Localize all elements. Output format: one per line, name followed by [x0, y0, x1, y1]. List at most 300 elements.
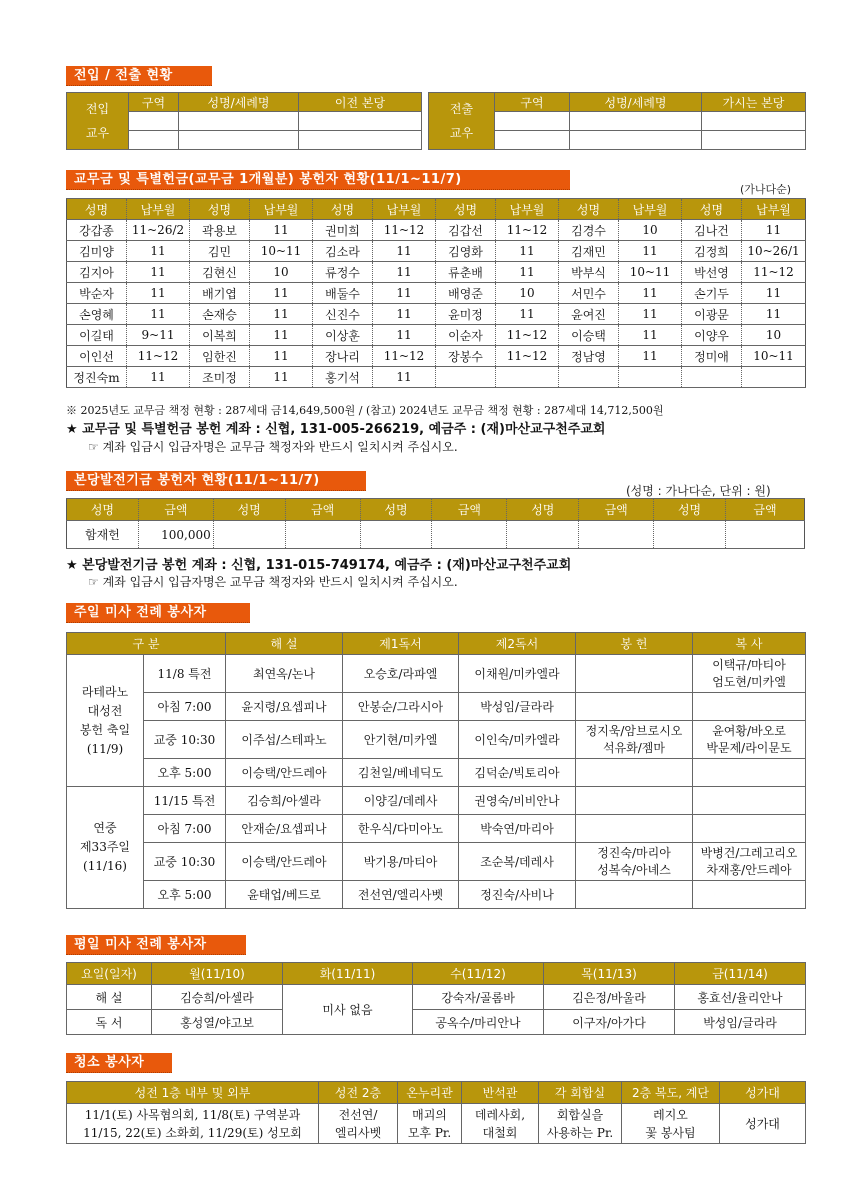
- donor-name: 서민수: [559, 283, 619, 304]
- cleaning-line: 11/1(토) 사목협의회, 11/8(토) 구역분과: [84, 1107, 301, 1122]
- table-cell: [495, 131, 570, 150]
- col-header: 구역: [495, 93, 570, 112]
- donor-name: 홍기석: [313, 367, 373, 388]
- donor-name: 장봉수: [436, 346, 496, 367]
- cleaning-cell-onnuri-hall: [398, 1104, 462, 1144]
- mass-group-label-line: 연중: [93, 821, 117, 835]
- donor-name: 이길태: [67, 325, 127, 346]
- col-header: 목(11/13): [544, 963, 675, 985]
- altar-servers: [693, 721, 806, 759]
- donor-name: 김나건: [682, 220, 742, 241]
- transfer-in-label-line2: 교우: [85, 126, 110, 140]
- payment-months: 10: [250, 262, 313, 283]
- weekday-mass-section-title: 평일 미사 전례 봉사자: [66, 935, 246, 955]
- altar-servers: [693, 881, 806, 909]
- cleaning-line: 엘리사벳: [334, 1125, 382, 1140]
- table-cell: [299, 112, 422, 131]
- table-cell: [360, 521, 432, 549]
- donor-name: 이복희: [190, 325, 250, 346]
- table-cell: 홍효선/율리안나: [675, 985, 806, 1010]
- col-header: 금(11/14): [675, 963, 806, 985]
- dues-sort-note: (가나다순): [740, 183, 792, 196]
- col-header: 납부월: [742, 199, 806, 220]
- col-header: 수(11/12): [413, 963, 544, 985]
- table-cell: [179, 112, 299, 131]
- table-row: [67, 346, 806, 367]
- server-name: 석유화/젬마: [602, 740, 665, 755]
- table-cell: 공옥수/마리안나: [413, 1010, 544, 1035]
- payment-months: 11~12: [127, 346, 190, 367]
- dues-account-info: ★ 교무금 및 특별헌금 봉헌 계좌 : 신협, 131-005-266219, 예금주 : (재)마산교구천주교회: [66, 422, 606, 437]
- dues-section-title: 교무금 및 특별헌금(교무금 1개월분) 봉헌자 현황(11/1~11/7): [66, 170, 570, 190]
- dues-account-note: ☞ 계좌 입금시 입금자명은 교무금 책정자와 반드시 일치시켜 주십시오.: [88, 440, 458, 454]
- payment-months: 11: [127, 283, 190, 304]
- server-name: 정지욱/암브로시오: [585, 723, 683, 738]
- donor-name: 김정희: [682, 241, 742, 262]
- mass-time: 아침 7:00: [144, 693, 226, 721]
- table-cell: [579, 521, 654, 549]
- second-reader: 조순복/데레사: [459, 843, 576, 881]
- donor-name: 김소라: [313, 241, 373, 262]
- building-fund-section-title: 본당발전기금 봉헌자 현황(11/1~11/7): [66, 471, 366, 491]
- server-name: 차재홍/안드레아: [706, 862, 792, 877]
- donor-name: 박선영: [682, 262, 742, 283]
- donor-name: [436, 367, 496, 388]
- donor-name: 신진수: [313, 304, 373, 325]
- offering-servers: [576, 843, 693, 881]
- table-cell: 김은정/바울라: [544, 985, 675, 1010]
- mass-group-label-line: 라테라노: [81, 684, 129, 699]
- table-row: [67, 815, 806, 843]
- donor-name: 류정수: [313, 262, 373, 283]
- col-header: 납부월: [373, 199, 436, 220]
- table-cell: [495, 112, 570, 131]
- payment-months: 11~12: [742, 262, 806, 283]
- donor-name: 윤미정: [436, 304, 496, 325]
- transfer-in-label-line1: 전입: [85, 102, 110, 116]
- table-cell: [129, 112, 179, 131]
- col-header: 납부월: [127, 199, 190, 220]
- table-cell: [507, 521, 579, 549]
- building-fund-account-note: ☞ 계좌 입금시 입금자명은 교무금 책정자와 반드시 일치시켜 주십시오.: [88, 575, 458, 589]
- col-header: 성명: [313, 199, 373, 220]
- col-header: 성명: [67, 199, 127, 220]
- payment-months: 11: [250, 283, 313, 304]
- table-row: [67, 262, 806, 283]
- payment-months: 11: [250, 367, 313, 388]
- commentary-server: 이승택/안드레아: [226, 759, 343, 787]
- payment-months: 11: [373, 262, 436, 283]
- altar-servers: [693, 655, 806, 693]
- col-header: 성명: [507, 499, 579, 521]
- offering-servers: [576, 655, 693, 693]
- payment-months: 11: [127, 241, 190, 262]
- table-cell: 김승희/아셀라: [152, 985, 283, 1010]
- cleaning-line: 사용하는 Pr.: [546, 1125, 614, 1140]
- donor-name: 장나리: [313, 346, 373, 367]
- cleaning-line: 모후 Pr.: [407, 1125, 452, 1140]
- payment-months: [496, 367, 559, 388]
- dues-table: [66, 198, 806, 388]
- payment-months: 11: [127, 367, 190, 388]
- payment-months: 10~26/1: [742, 241, 806, 262]
- donor-name: [559, 367, 619, 388]
- donor-name: 이상훈: [313, 325, 373, 346]
- mass-group-label-line: 봉헌 축일: [79, 722, 131, 737]
- table-cell: 이구자/아가다: [544, 1010, 675, 1035]
- offering-servers: [576, 815, 693, 843]
- table-cell: [129, 131, 179, 150]
- payment-months: 11~12: [496, 346, 559, 367]
- col-header: 제1독서: [343, 633, 459, 655]
- table-cell: [702, 131, 806, 150]
- donor-name: 김현신: [190, 262, 250, 283]
- payment-months: 11: [619, 325, 682, 346]
- col-header: 제2독서: [459, 633, 576, 655]
- table-row: [67, 283, 806, 304]
- col-header: 성명: [654, 499, 726, 521]
- commentary-server: 이주섭/스테파노: [226, 721, 343, 759]
- payment-months: 11: [742, 304, 806, 325]
- col-header: 금액: [432, 499, 507, 521]
- mass-group-label-line: 제33주일: [79, 840, 131, 854]
- sunday-mass-section-title: 주일 미사 전례 봉사자: [66, 603, 250, 623]
- col-header: 성명: [682, 199, 742, 220]
- payment-months: 11~12: [373, 220, 436, 241]
- table-row: [67, 721, 806, 759]
- donor-name: 김경수: [559, 220, 619, 241]
- payment-months: 11: [619, 283, 682, 304]
- payment-months: 11: [619, 304, 682, 325]
- payment-months: 10~11: [250, 241, 313, 262]
- table-row: [67, 367, 806, 388]
- payment-months: [742, 367, 806, 388]
- cleaning-line: 성가대: [745, 1117, 780, 1131]
- transfer-out-label: [429, 93, 495, 150]
- cleaning-line: 매괴의: [412, 1107, 447, 1122]
- table-cell: [570, 131, 702, 150]
- server-name: 엄도현/미카엘: [712, 674, 786, 689]
- sunday-mass-table: [66, 632, 806, 909]
- payment-months: 11: [496, 304, 559, 325]
- payment-months: 11: [496, 262, 559, 283]
- col-header: 복 사: [693, 633, 806, 655]
- server-name: 박병건/그레고리오: [700, 845, 798, 860]
- server-name: 박문제/라이문도: [706, 740, 792, 755]
- donor-name: 강갑종: [67, 220, 127, 241]
- payment-months: 11~12: [373, 346, 436, 367]
- col-header: 성명/세례명: [570, 93, 702, 112]
- payment-months: 11: [742, 220, 806, 241]
- cleaning-section-title: 청소 봉사자: [66, 1053, 172, 1073]
- col-header: 월(11/10): [152, 963, 283, 985]
- col-header: 해 설: [226, 633, 343, 655]
- altar-servers: [693, 693, 806, 721]
- payment-months: 11: [373, 367, 436, 388]
- col-header: 성명/세례명: [179, 93, 299, 112]
- cleaning-cell-sanctuary-1f: [67, 1104, 319, 1144]
- second-reader: 박성임/글라라: [459, 693, 576, 721]
- donor-name: 손기두: [682, 283, 742, 304]
- offering-servers: [576, 693, 693, 721]
- commentary-server: 안재순/요셉피나: [226, 815, 343, 843]
- table-row: [67, 843, 806, 881]
- transfer-in-table: [66, 92, 422, 150]
- payment-months: 11: [619, 346, 682, 367]
- payment-months: [619, 367, 682, 388]
- mass-time: 아침 7:00: [144, 815, 226, 843]
- donor-name: 임한진: [190, 346, 250, 367]
- payment-months: 11: [619, 241, 682, 262]
- commentary-server: 윤지령/요셉피나: [226, 693, 343, 721]
- col-header: 각 회합실: [539, 1082, 622, 1104]
- building-fund-table: [66, 498, 805, 549]
- donor-name: 배둘수: [313, 283, 373, 304]
- donor-name: 손영혜: [67, 304, 127, 325]
- second-reader: 정진숙/사비나: [459, 881, 576, 909]
- table-row: [67, 787, 806, 815]
- donor-name: [682, 367, 742, 388]
- col-header: 성명: [190, 199, 250, 220]
- commentary-server: 이승택/안드레아: [226, 843, 343, 881]
- table-row: [67, 759, 806, 787]
- first-reader: 안기현/미카엘: [343, 721, 459, 759]
- transfer-out-label-line1: 전출: [449, 102, 474, 116]
- table-cell: [726, 521, 805, 549]
- mass-group-label: [67, 655, 144, 787]
- cleaning-line: 회합실을: [556, 1107, 604, 1122]
- first-reader: 한우식/다미아노: [343, 815, 459, 843]
- commentary-server: 김승희/아셀라: [226, 787, 343, 815]
- payment-months: 11: [373, 283, 436, 304]
- altar-servers: [693, 759, 806, 787]
- cleaning-cell-sanctuary-2f: [319, 1104, 398, 1144]
- payment-months: 11~12: [496, 325, 559, 346]
- payment-months: 11: [250, 220, 313, 241]
- col-header: 성명: [559, 199, 619, 220]
- table-cell: [654, 521, 726, 549]
- payment-months: 11: [373, 325, 436, 346]
- payment-months: 10: [496, 283, 559, 304]
- payment-months: 11: [742, 283, 806, 304]
- payment-months: 11: [127, 304, 190, 325]
- cleaning-line: 11/15, 22(토) 소화회, 11/29(토) 성모회: [83, 1125, 302, 1140]
- donor-name: 김미양: [67, 241, 127, 262]
- mass-time: 11/8 특전: [144, 655, 226, 693]
- donor-name: 김지아: [67, 262, 127, 283]
- donor-name: 곽용보: [190, 220, 250, 241]
- payment-months: 11: [250, 304, 313, 325]
- cleaning-line: 레지오: [653, 1107, 688, 1122]
- second-reader: 권영숙/비비안나: [459, 787, 576, 815]
- donor-name: 이승택: [559, 325, 619, 346]
- table-cell: [299, 131, 422, 150]
- offering-servers: [576, 759, 693, 787]
- mass-group-label-line: 대성전: [87, 703, 123, 718]
- payment-months: 11: [250, 346, 313, 367]
- mass-time: 교중 10:30: [144, 843, 226, 881]
- first-reader: 오승호/라파엘: [343, 655, 459, 693]
- mass-time: 오후 5:00: [144, 881, 226, 909]
- donor-name: 함재헌: [67, 521, 139, 549]
- col-header: 구 분: [67, 633, 226, 655]
- mass-time: 오후 5:00: [144, 759, 226, 787]
- mass-group-label: [67, 787, 144, 909]
- col-header: 성명: [360, 499, 432, 521]
- col-header: 봉 헌: [576, 633, 693, 655]
- col-header: 이전 본당: [299, 93, 422, 112]
- donor-name: 손재승: [190, 304, 250, 325]
- altar-servers: [693, 843, 806, 881]
- first-reader: 안봉순/그라시아: [343, 693, 459, 721]
- donor-name: 정미애: [682, 346, 742, 367]
- donor-name: 이광문: [682, 304, 742, 325]
- col-header: 금액: [726, 499, 805, 521]
- col-header: 납부월: [619, 199, 682, 220]
- donor-name: 윤여진: [559, 304, 619, 325]
- mass-time: 교중 10:30: [144, 721, 226, 759]
- cleaning-line: 꽃 봉사팀: [645, 1125, 696, 1140]
- transfer-out-table: [428, 92, 806, 150]
- row-label-reader: 독 서: [67, 1010, 152, 1035]
- table-cell: [432, 521, 507, 549]
- first-reader: 이양길/데레사: [343, 787, 459, 815]
- payment-months: 10: [742, 325, 806, 346]
- cleaning-cell-banseok-hall: [462, 1104, 539, 1144]
- table-cell: [285, 521, 360, 549]
- payment-months: 10: [619, 220, 682, 241]
- cleaning-cell-meeting-rooms: [539, 1104, 622, 1144]
- col-header: 성명: [67, 499, 139, 521]
- donor-name: 배영준: [436, 283, 496, 304]
- donor-name: 김영화: [436, 241, 496, 262]
- server-name: 성복숙/아녜스: [597, 862, 671, 877]
- col-header: 구역: [129, 93, 179, 112]
- server-name: 이택규/마티아: [712, 657, 786, 672]
- first-reader: 박기용/마티아: [343, 843, 459, 881]
- weekday-mass-table: [66, 962, 806, 1035]
- commentary-server: 윤태업/베드로: [226, 881, 343, 909]
- no-mass-cell: 미사 없음: [283, 985, 413, 1035]
- donor-name: 정진숙m: [67, 367, 127, 388]
- donor-name: 정남영: [559, 346, 619, 367]
- second-reader: 박숙연/마리아: [459, 815, 576, 843]
- col-header: 성명: [213, 499, 285, 521]
- cleaning-cell-2f-hall-stairs: [622, 1104, 720, 1144]
- col-header: 2층 복도, 계단: [622, 1082, 720, 1104]
- building-fund-sort-note: (성명 : 가나다순, 단위 : 원): [626, 484, 771, 498]
- payment-months: 10~11: [619, 262, 682, 283]
- donor-name: 류춘배: [436, 262, 496, 283]
- payment-months: 11: [373, 304, 436, 325]
- col-header: 금액: [285, 499, 360, 521]
- table-row: [67, 304, 806, 325]
- payment-months: 11: [127, 262, 190, 283]
- table-cell: [179, 131, 299, 150]
- server-name: 정진숙/마리아: [597, 845, 671, 860]
- col-header: 성가대: [720, 1082, 806, 1104]
- first-reader: 전선연/엘리사벳: [343, 881, 459, 909]
- col-header: 온누리관: [398, 1082, 462, 1104]
- offering-servers: [576, 721, 693, 759]
- donor-name: 이양우: [682, 325, 742, 346]
- donor-name: 조미정: [190, 367, 250, 388]
- cleaning-line: 전선연/: [338, 1107, 378, 1122]
- table-row: [67, 655, 806, 693]
- offering-servers: [576, 881, 693, 909]
- col-header: 성명: [436, 199, 496, 220]
- payment-months: 11~12: [496, 220, 559, 241]
- dues-footnote: ※ 2025년도 교무금 책정 현황 : 287세대 금14,649,500원 / (참고) 2024년도 교무금 책정 현황 : 287세대 14,712,500원: [66, 404, 664, 417]
- row-label-commentary: 해 설: [67, 985, 152, 1010]
- donor-name: 김갑선: [436, 220, 496, 241]
- donor-name: 김재민: [559, 241, 619, 262]
- cleaning-cell-choir-loft: [720, 1104, 806, 1144]
- table-cell: [702, 112, 806, 131]
- cleaning-table: [66, 1081, 806, 1144]
- altar-servers: [693, 815, 806, 843]
- col-header: 반석관: [462, 1082, 539, 1104]
- mass-group-label-line: (11/9): [86, 741, 124, 756]
- col-header: 납부월: [496, 199, 559, 220]
- col-header: 가시는 본당: [702, 93, 806, 112]
- cleaning-line: 데레사회,: [474, 1107, 526, 1122]
- col-header: 화(11/11): [283, 963, 413, 985]
- offering-servers: [576, 787, 693, 815]
- donor-name: 배기엽: [190, 283, 250, 304]
- col-header: 성전 1층 내부 및 외부: [67, 1082, 319, 1104]
- donor-name: 김민: [190, 241, 250, 262]
- first-reader: 김천일/베네딕도: [343, 759, 459, 787]
- col-header: 금액: [579, 499, 654, 521]
- payment-months: 11: [496, 241, 559, 262]
- table-row: [67, 693, 806, 721]
- donor-amount: 100,000: [138, 521, 213, 549]
- server-name: 윤여황/바오로: [712, 723, 786, 738]
- payment-months: 11~26/2: [127, 220, 190, 241]
- second-reader: 김덕순/빅토리아: [459, 759, 576, 787]
- table-row: [67, 881, 806, 909]
- table-cell: [570, 112, 702, 131]
- donor-name: 이인선: [67, 346, 127, 367]
- cleaning-line: 대철회: [482, 1125, 518, 1140]
- table-row: [67, 220, 806, 241]
- mass-time: 11/15 특전: [144, 787, 226, 815]
- transfer-section-title: 전입 / 전출 현황: [66, 66, 212, 86]
- altar-servers: [693, 787, 806, 815]
- second-reader: 이인숙/미카엘라: [459, 721, 576, 759]
- transfer-out-label-line2: 교우: [449, 126, 474, 140]
- donor-name: 권미희: [313, 220, 373, 241]
- transfer-in-label: [67, 93, 129, 150]
- payment-months: 11: [373, 241, 436, 262]
- donor-name: 박순자: [67, 283, 127, 304]
- payment-months: 11: [250, 325, 313, 346]
- table-cell: [213, 521, 285, 549]
- table-cell: 강숙자/골롬바: [413, 985, 544, 1010]
- second-reader: 이채원/미카엘라: [459, 655, 576, 693]
- table-cell: 박성임/글라라: [675, 1010, 806, 1035]
- payment-months: 10~11: [742, 346, 806, 367]
- donor-name: 박부식: [559, 262, 619, 283]
- table-row: [67, 241, 806, 262]
- table-cell: 홍성열/야고보: [152, 1010, 283, 1035]
- table-row: [67, 325, 806, 346]
- col-header: 성전 2층: [319, 1082, 398, 1104]
- payment-months: 9~11: [127, 325, 190, 346]
- donor-name: 이순자: [436, 325, 496, 346]
- col-header: 요일(일자): [67, 963, 152, 985]
